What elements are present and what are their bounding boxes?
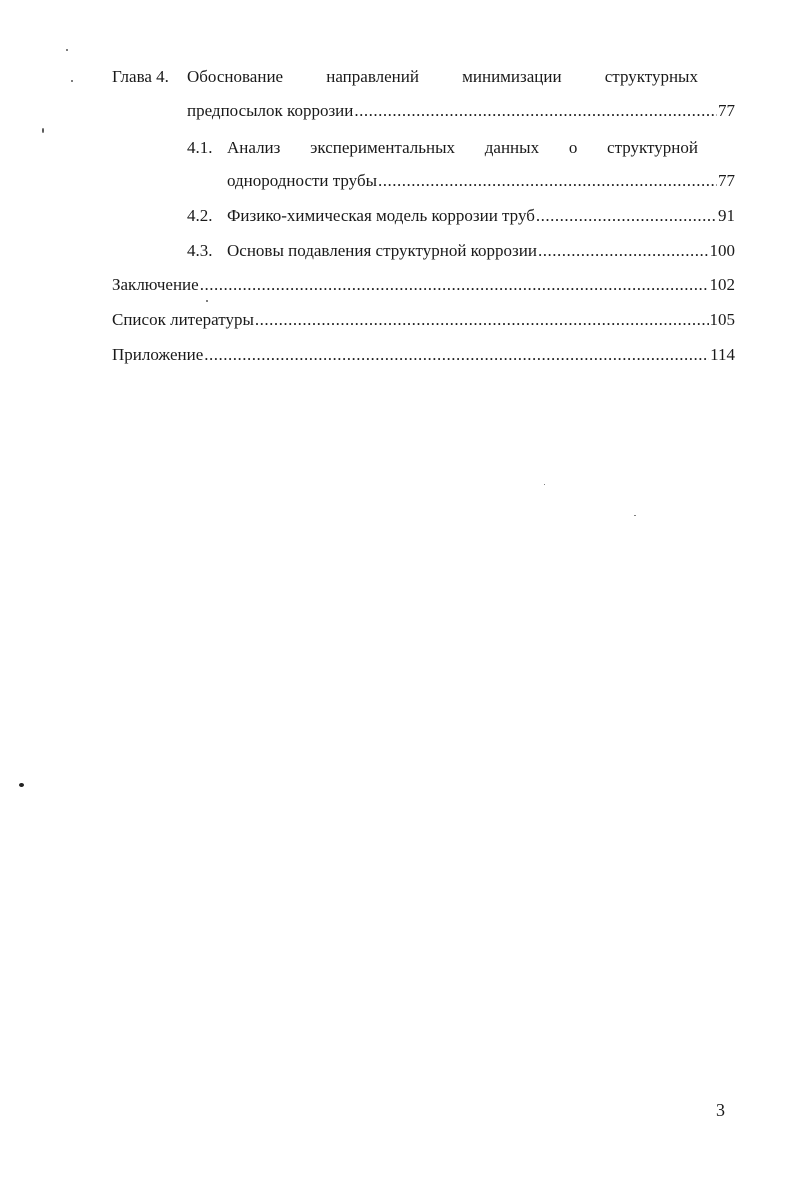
toc-word: Обоснование <box>187 67 284 86</box>
toc-section-4-1-title-line1 <box>227 137 698 159</box>
toc-chapter4-title-cont: предпосылок коррозии <box>187 101 354 120</box>
toc-word: экспериментальных <box>310 138 456 157</box>
toc-leader-dots <box>255 309 709 331</box>
toc-entry-title: Приложение <box>112 345 204 364</box>
toc-word: Анализ <box>227 138 281 157</box>
toc-section-4-2-title: Физико-химическая модель коррозии труб <box>227 206 535 225</box>
toc-word: структурной <box>607 138 698 157</box>
toc-chapter4-title-line2 <box>187 100 735 122</box>
toc-chapter4-label: Глава 4. <box>112 67 169 86</box>
scan-speck <box>544 484 545 485</box>
toc-section-4-2-number: 4.2. <box>187 206 213 225</box>
page-number: 3 <box>716 1100 725 1120</box>
scan-speck <box>66 49 68 51</box>
scan-speck <box>42 128 44 133</box>
toc-leader-dots <box>204 344 709 366</box>
toc-entry-page: 105 <box>709 310 735 329</box>
toc-word: минимизации <box>462 67 562 86</box>
toc-word: структурных <box>604 67 698 86</box>
scan-speck <box>19 783 24 787</box>
toc-word: о <box>568 138 578 157</box>
scan-speck <box>71 80 73 82</box>
toc-entry-appendix <box>112 344 735 366</box>
toc-section-4-1-number: 4.1. <box>187 138 213 157</box>
toc-section-4-3 <box>227 240 735 262</box>
toc-leader-dots <box>378 170 717 192</box>
toc-leader-dots <box>200 274 709 296</box>
toc-section-4-1-title-cont: однородности трубы <box>227 171 378 190</box>
toc-section-4-1-title-line2 <box>227 170 735 192</box>
toc-section-4-3-page: 100 <box>709 241 735 260</box>
toc-section-4-3-title: Основы подавления структурной коррозии <box>227 241 537 260</box>
toc-leader-dots <box>354 100 717 122</box>
toc-section-4-1-page: 77 <box>718 171 735 190</box>
toc-word: данных <box>484 138 540 157</box>
toc-word: направлений <box>326 67 419 86</box>
toc-leader-dots <box>538 240 709 262</box>
toc-entry-title: Список литературы <box>112 310 254 329</box>
toc-entry-title: Заключение <box>112 275 199 294</box>
scan-speck <box>634 515 636 516</box>
scan-speck <box>206 300 208 302</box>
toc-section-4-2-page: 91 <box>718 206 735 225</box>
toc-section-4-2 <box>227 205 735 227</box>
toc-chapter4-heading <box>112 66 169 88</box>
toc-section-4-3-number: 4.3. <box>187 241 213 260</box>
toc-entry-references <box>112 309 735 331</box>
toc-chapter4-title-line1 <box>187 66 698 88</box>
toc-entry-conclusion <box>112 274 735 296</box>
toc-entry-page: 102 <box>709 275 735 294</box>
toc-chapter4-page: 77 <box>718 101 735 120</box>
toc-leader-dots <box>536 205 717 227</box>
toc-entry-page: 114 <box>710 345 735 364</box>
